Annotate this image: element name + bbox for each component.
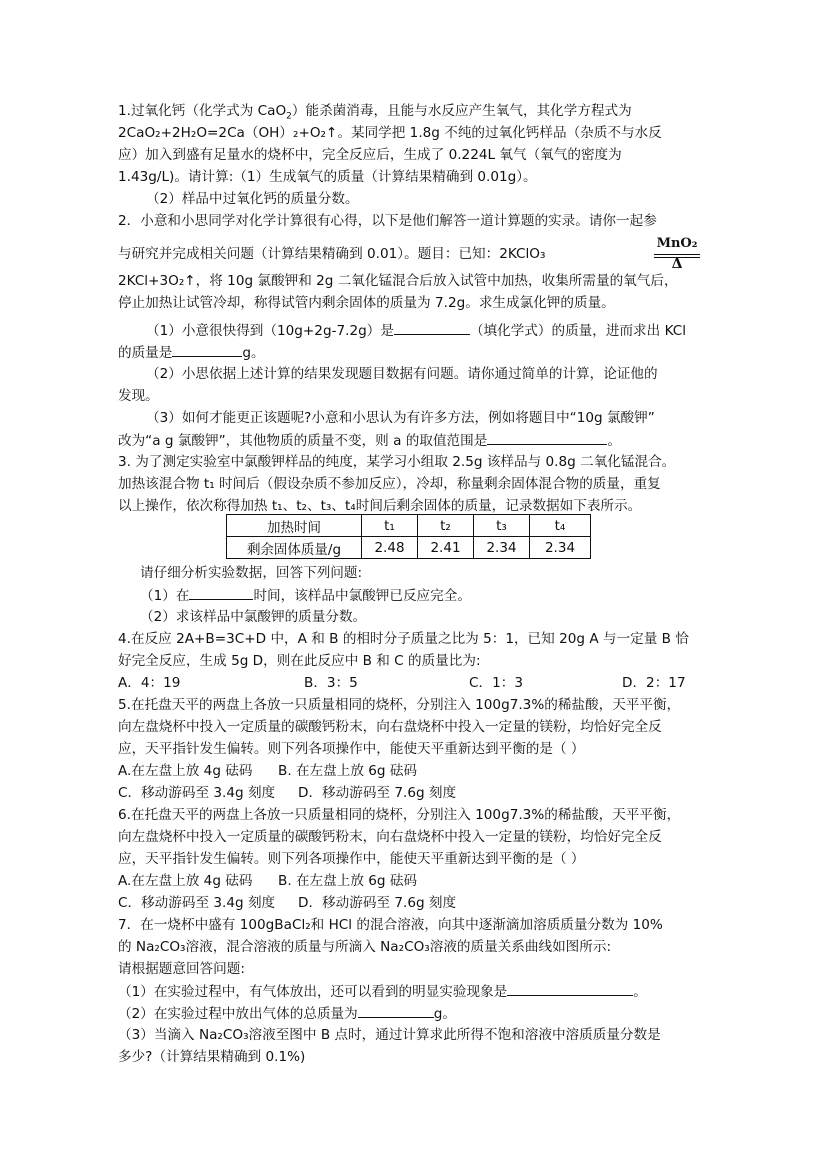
q5-line-2: 向左盘烧杯中投入一定质量的碳酸钙粉末，向右盘烧杯中投入一定量的镁粉，均恰好完全反 [118, 719, 662, 735]
q4-line-2: 好完全反应，生成 5g D，则在此反应中 B 和 C 的质量比为: [118, 653, 481, 669]
q1-line-2: 2CaO₂+2H₂O=2Ca（OH）₂+O₂↑。某同学把 1.8g 不纯的过氧化钙样品（杂质不与水反 [118, 125, 662, 141]
q2-line-4: 停止加热让试管冷却，称得试管内剩余固体的质量为 7.2g。求生成氯化钾的质量。 [118, 295, 615, 311]
answer-blank[interactable] [358, 1003, 434, 1018]
q6-option-a: A.在左盘上放 4g 砝码 [118, 873, 253, 889]
table-header-cell: t₂ [418, 515, 474, 537]
q1-line-1: 1.过氧化钙（化学式为 CaO$_2$）能杀菌消毒，且能与水反应产生氧气，其化学方程式为 [118, 103, 632, 122]
q3-line-6: （2）求该样品中氯酸钾的质量分数。 [140, 609, 367, 625]
q6-line-3: 应，天平指针发生偏转。则下列各项操作中，能使天平重新达到平衡的是（ ） [118, 851, 585, 867]
q6-option-b: B. 在左盘上放 6g 砝码 [278, 873, 418, 889]
table-row-label: 剩余固体质量/g [227, 537, 362, 559]
reaction-condition-heat: Δ [671, 256, 683, 272]
answer-blank[interactable] [172, 342, 242, 357]
q1-line-5: （2）样品中过氧化钙的质量分数。 [146, 191, 359, 207]
table-header-cell: t₁ [362, 515, 418, 537]
answer-blank[interactable] [394, 320, 470, 335]
q3-line-3: 以上操作，依次称得加热 t₁、t₂、t₃、t₄时间后剩余固体的质量，记录数据如下表所示。 [118, 498, 642, 514]
q7-line-5: （2）在实验过程中放出气体的总质量为 g。 [118, 1003, 456, 1024]
q2-line-5: （1）小意很快得到（10g+2g-7.2g）是 （填化学式）的质量，进而求出 KCl [146, 320, 686, 341]
table-row [227, 537, 591, 559]
q3-line-2: 加热该混合物 t₁ 时间后（假设杂质不参加反应），冷却，称量剩余固体混合物的质量，重复 [118, 476, 661, 492]
q5-line-1: 5.在托盘天平的两盘上各放一只质量相同的烧杯，分别注入 100g7.3%的稀盐酸，天平平衡， [118, 697, 681, 713]
answer-blank[interactable] [189, 585, 253, 600]
table-cell: 2.34 [530, 537, 591, 559]
q4-option-b: B．3：5 [304, 675, 358, 691]
q6-line-1: 6.在托盘天平的两盘上各放一只质量相同的烧杯，分别注入 100g7.3%的稀盐酸，天平平衡， [118, 807, 681, 823]
q5-line-3: 应，天平指针发生偏转。则下列各项操作中，能使天平重新达到平衡的是（ ） [118, 741, 585, 757]
table-cell: 2.48 [362, 537, 418, 559]
q7-line-3: 请根据题意回答问题: [118, 961, 245, 977]
q2-line-8: 发现。 [118, 388, 159, 404]
q3-line-4: 请仔细分析实验数据，回答下列问题: [140, 565, 363, 581]
answer-blank[interactable] [487, 430, 607, 445]
q1-line-4: 1.43g/L)。请计算:（1）生成氧气的质量（计算结果精确到 0.01g）。 [118, 169, 537, 185]
q2-line-3: 2KCl+3O₂↑，将 10g 氯酸钾和 2g 二氧化锰混合后放入试管中加热，收集所需量的氧气后， [118, 273, 678, 289]
q3-line-5: （1）在 时间，该样品中氯酸钾已反应完全。 [140, 585, 471, 606]
q2-line-6: 的质量是 g。 [118, 342, 265, 363]
q2-line-1: 2．小意和小思同学对化学计算很有心得，以下是他们解答一道计算题的实录。请你一起参 [118, 213, 657, 229]
q7-line-1: 7．在一烧杯中盛有 100gBaCl₂和 HCl 的混合溶液，向其中逐渐滴加溶质质量分数为 10% [118, 917, 663, 933]
reaction-condition-catalyst: MnO₂ [656, 236, 698, 251]
reaction-arrow-line-1 [654, 254, 700, 255]
table-row [227, 515, 591, 537]
q7-line-6: （3）当滴入 Na₂CO₃溶液至图中 B 点时，通过计算求此所得不饱和溶液中溶质质量分数是 [118, 1027, 661, 1043]
q6-option-d: D．移动游码至 7.6g 刻度 [298, 895, 457, 911]
table-header-cell: 加热时间 [227, 515, 362, 537]
q4-option-d: D．2：17 [622, 675, 686, 691]
q7-line-7: 多少?（计算结果精确到 0.1%) [118, 1049, 306, 1065]
q4-option-c: C．1：3 [469, 675, 523, 691]
q4-line-1: 4.在反应 2A+B=3C+D 中，A 和 B 的相时分子质量之比为 5：1，已知 20g A 与一定量 B 恰 [118, 631, 689, 647]
table-header-cell: t₄ [530, 515, 591, 537]
table-header-cell: t₃ [474, 515, 530, 537]
q4-option-a: A．4：19 [118, 675, 181, 691]
q2-line-10: 改为“a g 氯酸钾”，其他物质的质量不变，则 a 的取值范围是 。 [118, 430, 621, 451]
q2-line-7: （2）小思依据上述计算的结果发现题目数据有问题。请你通过简单的计算，论证他的 [146, 366, 658, 382]
q6-option-c: C．移动游码至 3.4g 刻度 [118, 895, 276, 911]
answer-blank[interactable] [507, 981, 633, 996]
q5-option-b: B. 在左盘上放 6g 砝码 [278, 763, 418, 779]
data-table [226, 514, 591, 559]
q3-line-1: 3. 为了测定实验室中氯酸钾样品的纯度，某学习小组取 2.5g 该样品与 0.8g 二氧化锰混合。 [118, 454, 676, 470]
q1-line-3: 应）加入到盛有足量水的烧杯中，完全反应后，生成了 0.224L 氧气（氧气的密度为 [118, 147, 622, 163]
q2-line-2: 与研究并完成相关问题（计算结果精确到 0.01）。题目：已知：2KClO₃ [118, 246, 546, 262]
q5-option-a: A.在左盘上放 4g 砝码 [118, 763, 253, 779]
table-cell: 2.34 [474, 537, 530, 559]
q7-line-2: 的 Na₂CO₃溶液，混合溶液的质量与所滴入 Na₂CO₃溶液的质量关系曲线如图所示: [118, 939, 612, 955]
q5-option-c: C．移动游码至 3.4g 刻度 [118, 785, 276, 801]
q5-option-d: D．移动游码至 7.6g 刻度 [298, 785, 457, 801]
q2-line-9: （3）如何才能更正该题呢?小意和小思认为有许多方法，例如将题目中“10g 氯酸钾” [146, 410, 655, 426]
q7-line-4: （1）在实验过程中，有气体放出，还可以看到的明显实验现象是 。 [118, 981, 647, 1002]
q6-line-2: 向左盘烧杯中投入一定质量的碳酸钙粉末，向右盘烧杯中投入一定量的镁粉，均恰好完全反 [118, 829, 662, 845]
table-cell: 2.41 [418, 537, 474, 559]
